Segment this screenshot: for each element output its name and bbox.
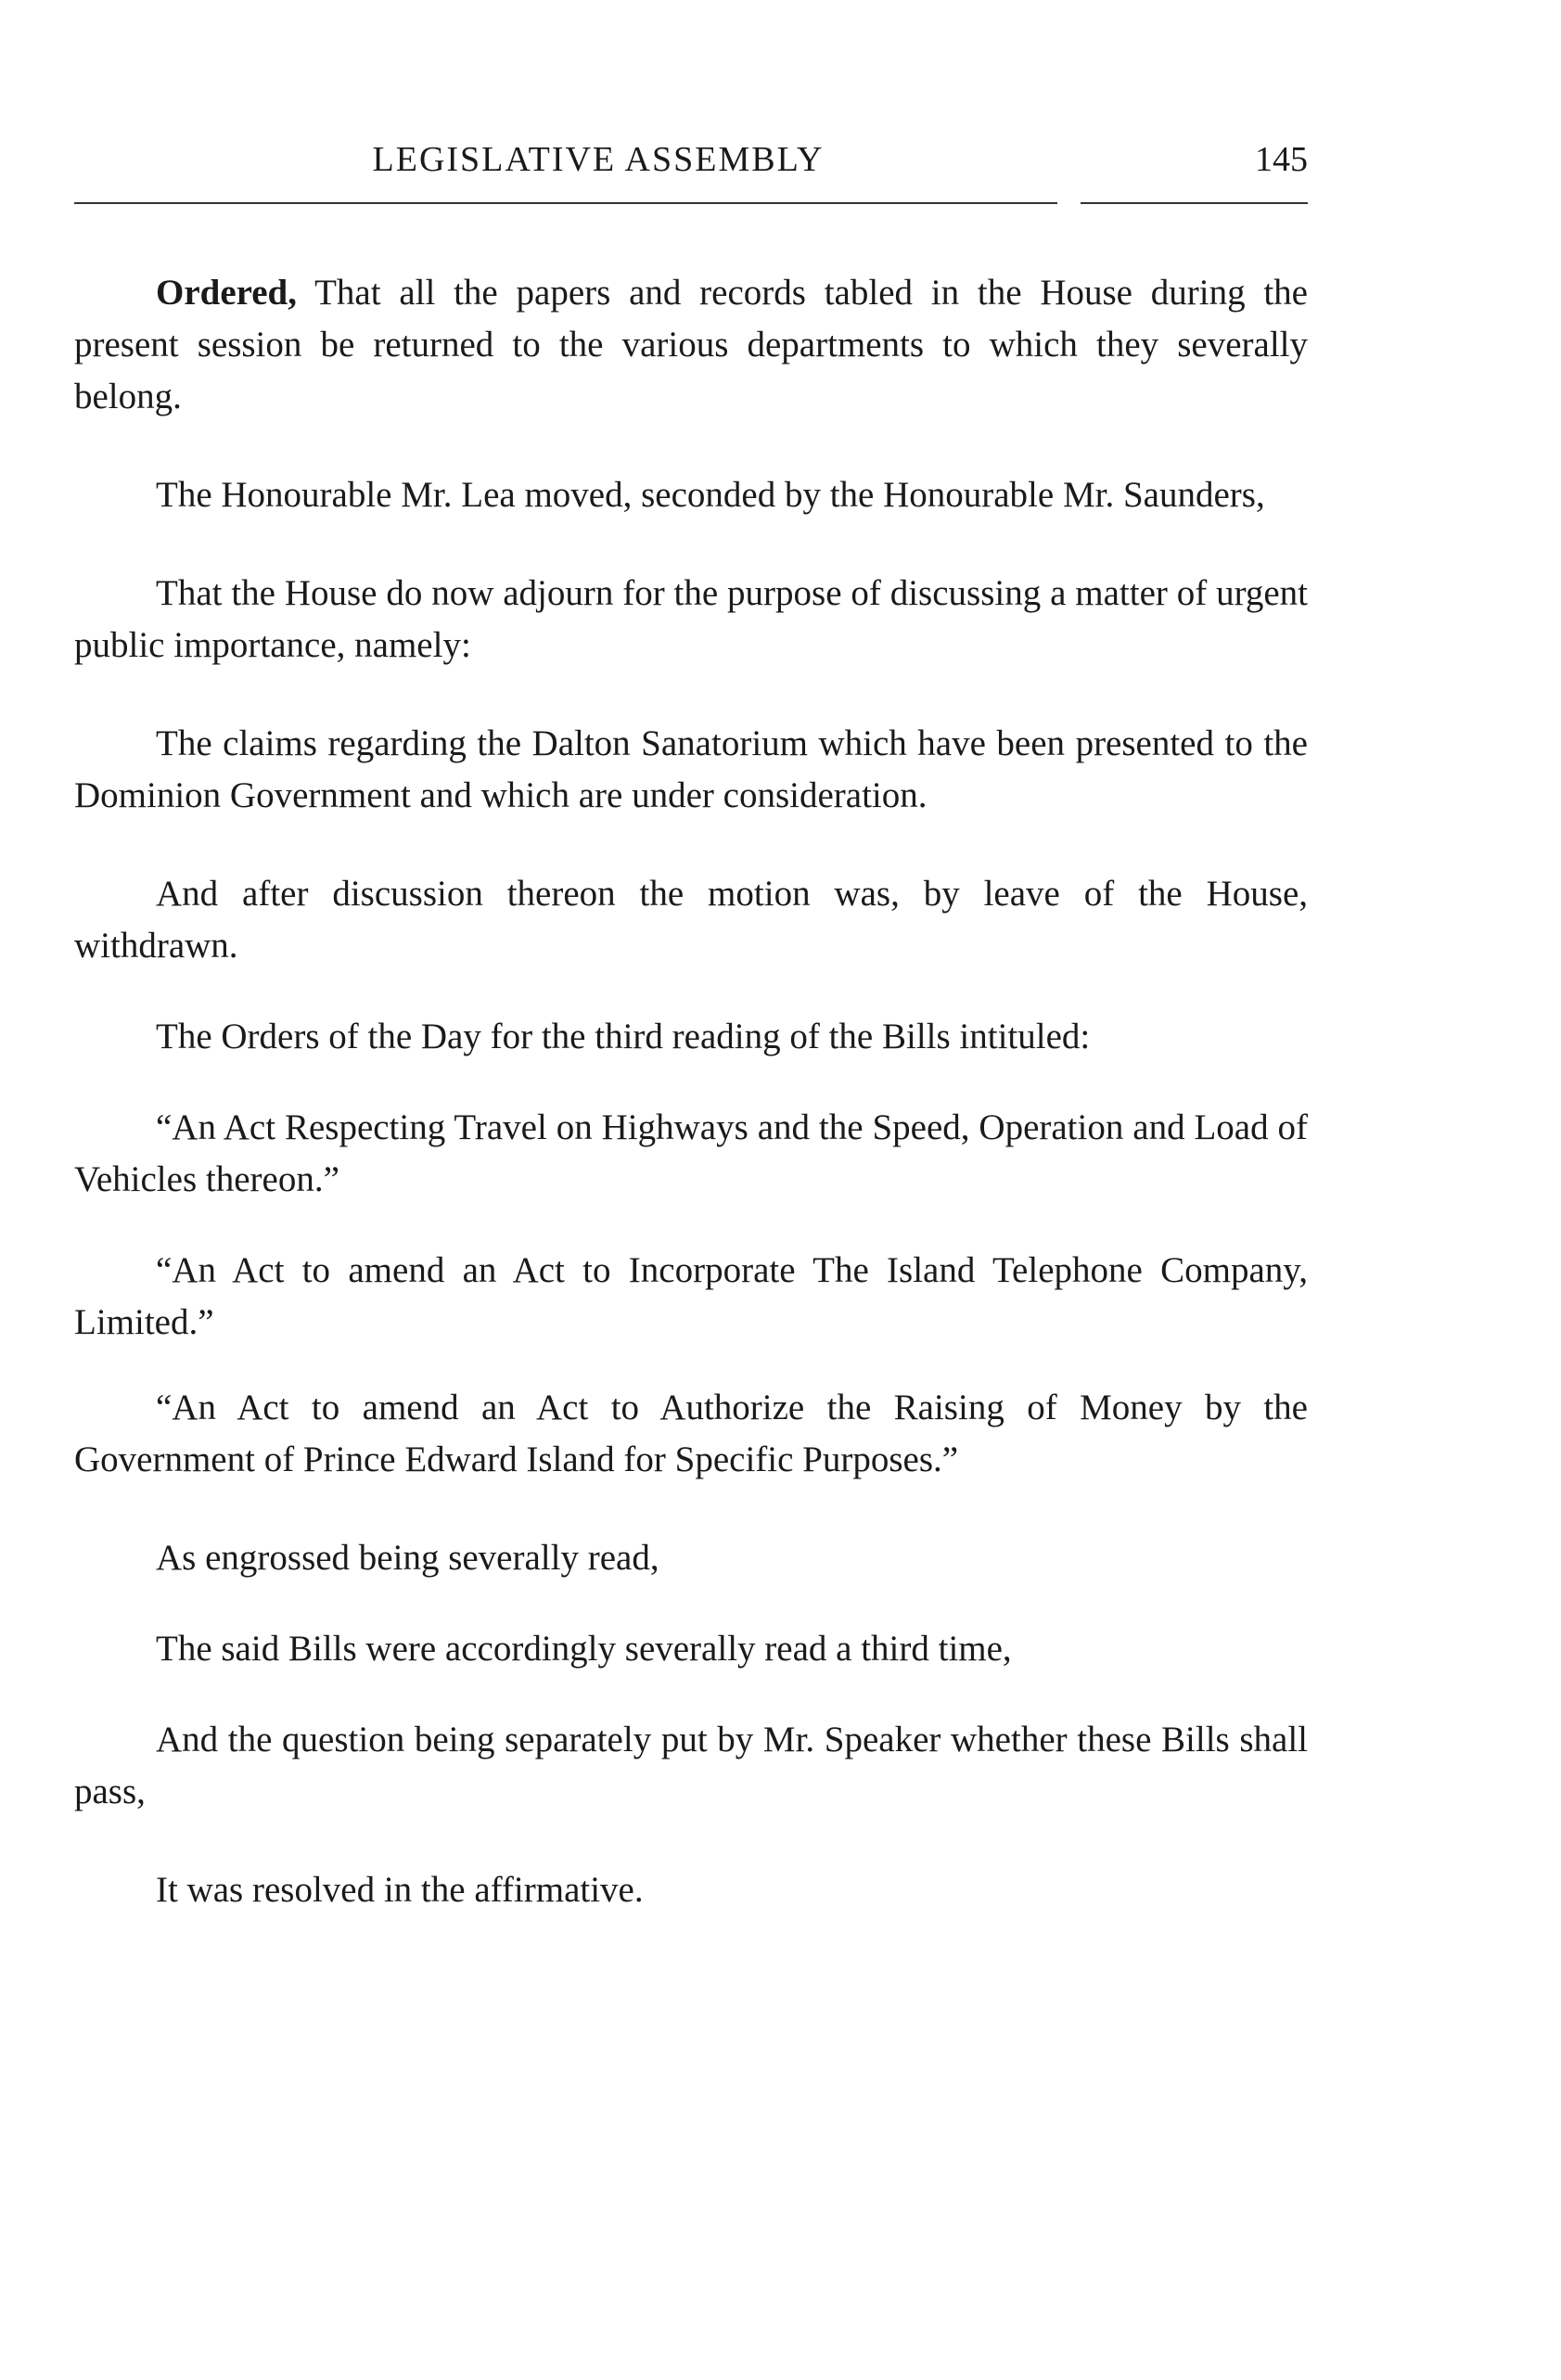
paragraph-third-time: The said Bills were accordingly severally read a third time, <box>156 1629 1012 1669</box>
paragraph-question: And the question being separately put by Mr. Speaker whether these Bills shall pass, <box>74 1720 1308 1811</box>
paragraph-motion: The Honourable Mr. Lea moved, seconded by the Honourable Mr. Saunders, <box>156 475 1265 515</box>
header-rule-left <box>74 202 1057 204</box>
paragraph-ordered <box>74 267 1308 423</box>
running-head <box>74 139 1308 195</box>
paragraph-bill-money: “An Act to amend an Act to Authorize the Raising of Money by the Government of Prince Edward Island for Specific Purposes.” <box>74 1388 1308 1479</box>
paragraph-lead: Ordered, <box>156 273 298 313</box>
page-number: 145 <box>1255 140 1308 179</box>
paragraph-text: That all the papers and records tabled in the House during the present session be returned to the various departments to which they severally belong. <box>74 273 1308 416</box>
paragraph-claims: The claims regarding the Dalton Sanatorium which have been presented to the Dominion Government and which are under consideration. <box>74 723 1308 815</box>
paragraph-engrossed: As engrossed being severally read, <box>156 1538 659 1578</box>
body-text <box>74 267 1308 1916</box>
paragraph-resolved: It was resolved in the affirmative. <box>156 1870 644 1910</box>
running-head-title: LEGISLATIVE ASSEMBLY <box>372 140 825 179</box>
header-rule-right <box>1081 202 1308 204</box>
paragraph-bill-travel: “An Act Respecting Travel on Highways and the Speed, Operation and Load of Vehicles thereon.” <box>74 1107 1308 1199</box>
paragraph-adjourn: That the House do now adjourn for the purpose of discussing a matter of urgent public importance, namely: <box>74 573 1308 665</box>
paragraph-bill-telephone: “An Act to amend an Act to Incorporate The Island Telephone Company, Limited.” <box>74 1250 1308 1342</box>
paragraph-orders: The Orders of the Day for the third reading of the Bills intituled: <box>156 1017 1091 1056</box>
paragraph-withdrawn: And after discussion thereon the motion was, by leave of the House, withdrawn. <box>74 874 1308 966</box>
